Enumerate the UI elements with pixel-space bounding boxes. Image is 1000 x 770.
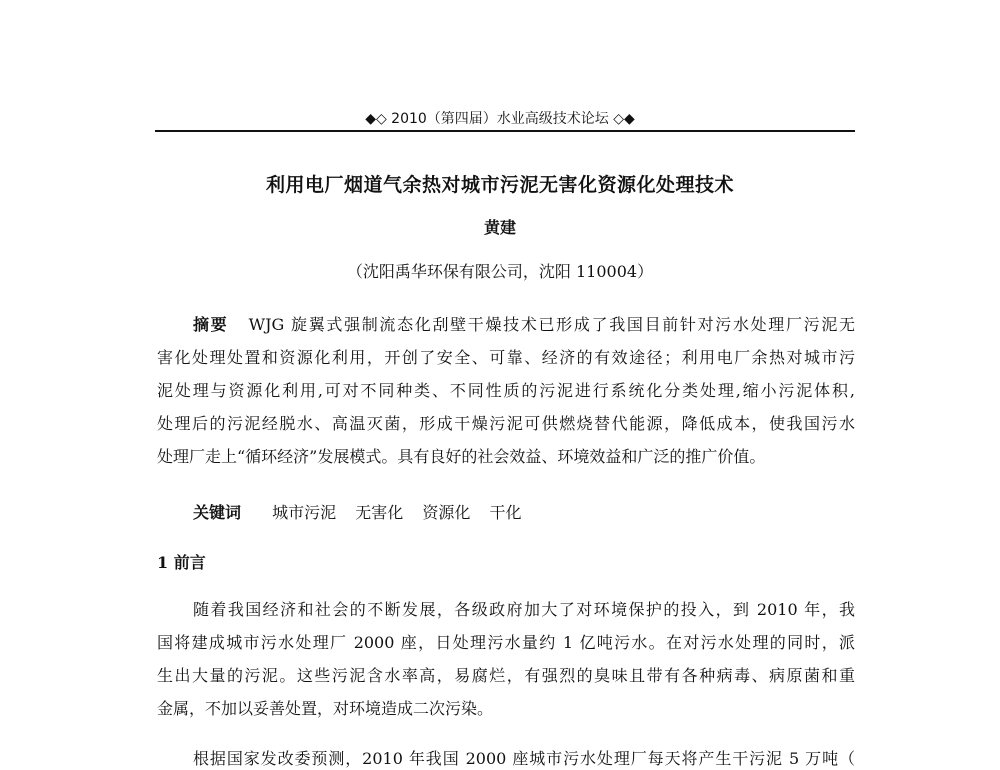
abstract-line: 处理厂走上“循环经济”发展模式。具有良好的社会效益、环境效益和广泛的推广价值。 [157,447,766,466]
body-line: 生出大量的污泥。这些污泥含水率高，易腐烂，有强烈的臭味且带有各种病毒、病原菌和重 [157,666,855,685]
body-line: 国将建成城市污水处理厂 2000 座，日处理污水量约 1 亿吨污水。在对污水处理的同时，派 [157,633,855,652]
keyword: 资源化 [422,503,471,522]
body-line: 金属，不加以妥善处置，对环境造成二次污染。 [157,699,494,718]
header-rule [155,130,855,132]
author: 黄建 [483,218,516,237]
abstract-line [193,314,855,336]
keywords-label: 关键词 [193,503,242,522]
running-header: ◆◇ 2010（第四届）水业高级技术论坛 ◇◆ [365,111,635,127]
abstract-text: WJG 旋翼式强制流态化刮壁干燥技术已形成了我国目前针对污水处理厂污泥无 [248,315,855,334]
keyword: 无害化 [355,503,404,522]
section-heading: 1 前言 [157,553,206,572]
keywords [193,500,535,523]
paper-title: 利用电厂烟道气余热对城市污泥无害化资源化处理技术 [265,174,734,196]
keyword: 干化 [489,503,522,522]
abstract-label: 摘要 [193,315,229,334]
body-line-clipped: 根据国家发改委预测，2010 年我国 2000 座城市污水处理厂每天将产生干污泥 5 万吨（ [193,749,855,768]
abstract-line: 泥处理与资源化利用,可对不同种类、不同性质的污泥进行系统化分类处理,缩小污泥体积, [157,381,855,400]
body-line: 随着我国经济和社会的不断发展，各级政府加大了对环境保护的投入，到 2010 年，我 [193,600,855,619]
keyword: 城市污泥 [272,503,337,522]
abstract-line: 处理后的污泥经脱水、高温灭菌，形成干燥污泥可供燃烧替代能源，降低成本，使我国污水 [157,414,855,433]
affiliation: （沈阳禹华环保有限公司，沈阳 110004） [346,262,654,281]
abstract-line: 害化处理处置和资源化利用，开创了安全、可靠、经济的有效途径；利用电厂余热对城市污 [157,348,855,367]
